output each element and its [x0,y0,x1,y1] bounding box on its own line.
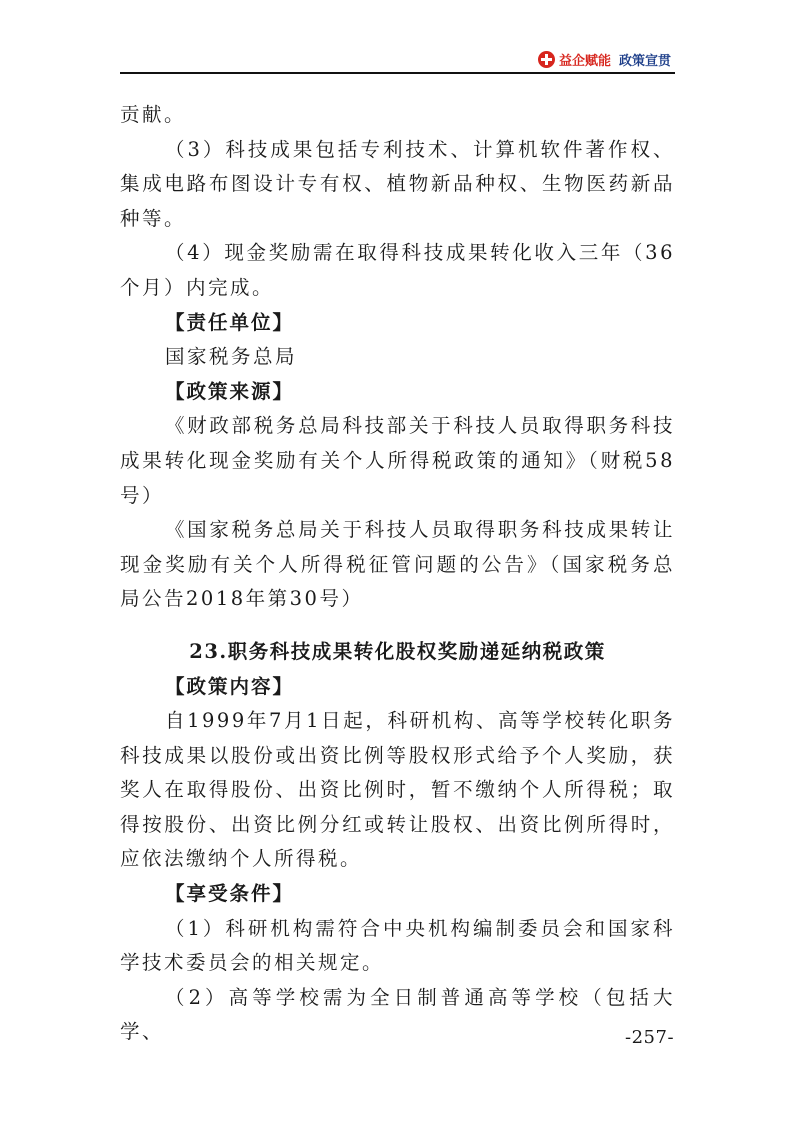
brand-subtitle: 政策宣贯 [618,54,671,69]
document-body [120,98,675,1050]
condition-1: （1）科研机构需符合中央机构编制委员会和国家科学技术委员会的相关规定。 [120,916,675,975]
page-header [120,48,675,74]
policy-content-text: 自1999年7月1日起，科研机构、高等学校转化职务科技成果以股份或出资比例等股权形式给予个人奖励，获奖人在取得股份、出资比例时，暂不缴纳个人所得税；取得按股份、出资比例分红或转让股权、出资比例所得时，应依法缴纳个人所得税。 [120,709,675,871]
heading-policy-content: 【政策内容】 [165,674,295,698]
policy-source-1: 《财政部税务总局科技部关于科技人员取得职务科技成果转化现金奖励有关个人所得税政策的通知》（财税58号） [120,414,675,507]
brand-name: 益企赋能 [558,54,611,69]
paragraph-continued: 贡献。 [120,103,187,126]
brand-cross-icon [538,51,555,68]
heading-conditions: 【享受条件】 [165,882,295,906]
paragraph-item-4: （4）现金奖励需在取得科技成果转化收入三年（36个月）内完成。 [120,241,675,299]
paragraph-item-3: （3）科技成果包括专利技术、计算机软件著作权、集成电路布图设计专有权、植物新品种权、生物医药新品种等。 [120,137,675,230]
policy-source-2: 《国家税务总局关于科技人员取得职务科技成果转让现金奖励有关个人所得税征管问题的公告》（国家税务总局公告2018年第30号） [120,518,675,611]
heading-policy-source: 【政策来源】 [165,379,295,403]
header-divider [120,72,675,74]
responsible-unit-text: 国家税务总局 [165,345,298,369]
section-title: 23.职务科技成果转化股权奖励递延纳税政策 [189,639,606,663]
page-number: -257- [625,1027,675,1048]
brand-logo [538,50,671,69]
heading-responsible-unit: 【责任单位】 [165,310,295,334]
condition-2: （2）高等学校需为全日制普通高等学校（包括大学、 [120,985,675,1044]
